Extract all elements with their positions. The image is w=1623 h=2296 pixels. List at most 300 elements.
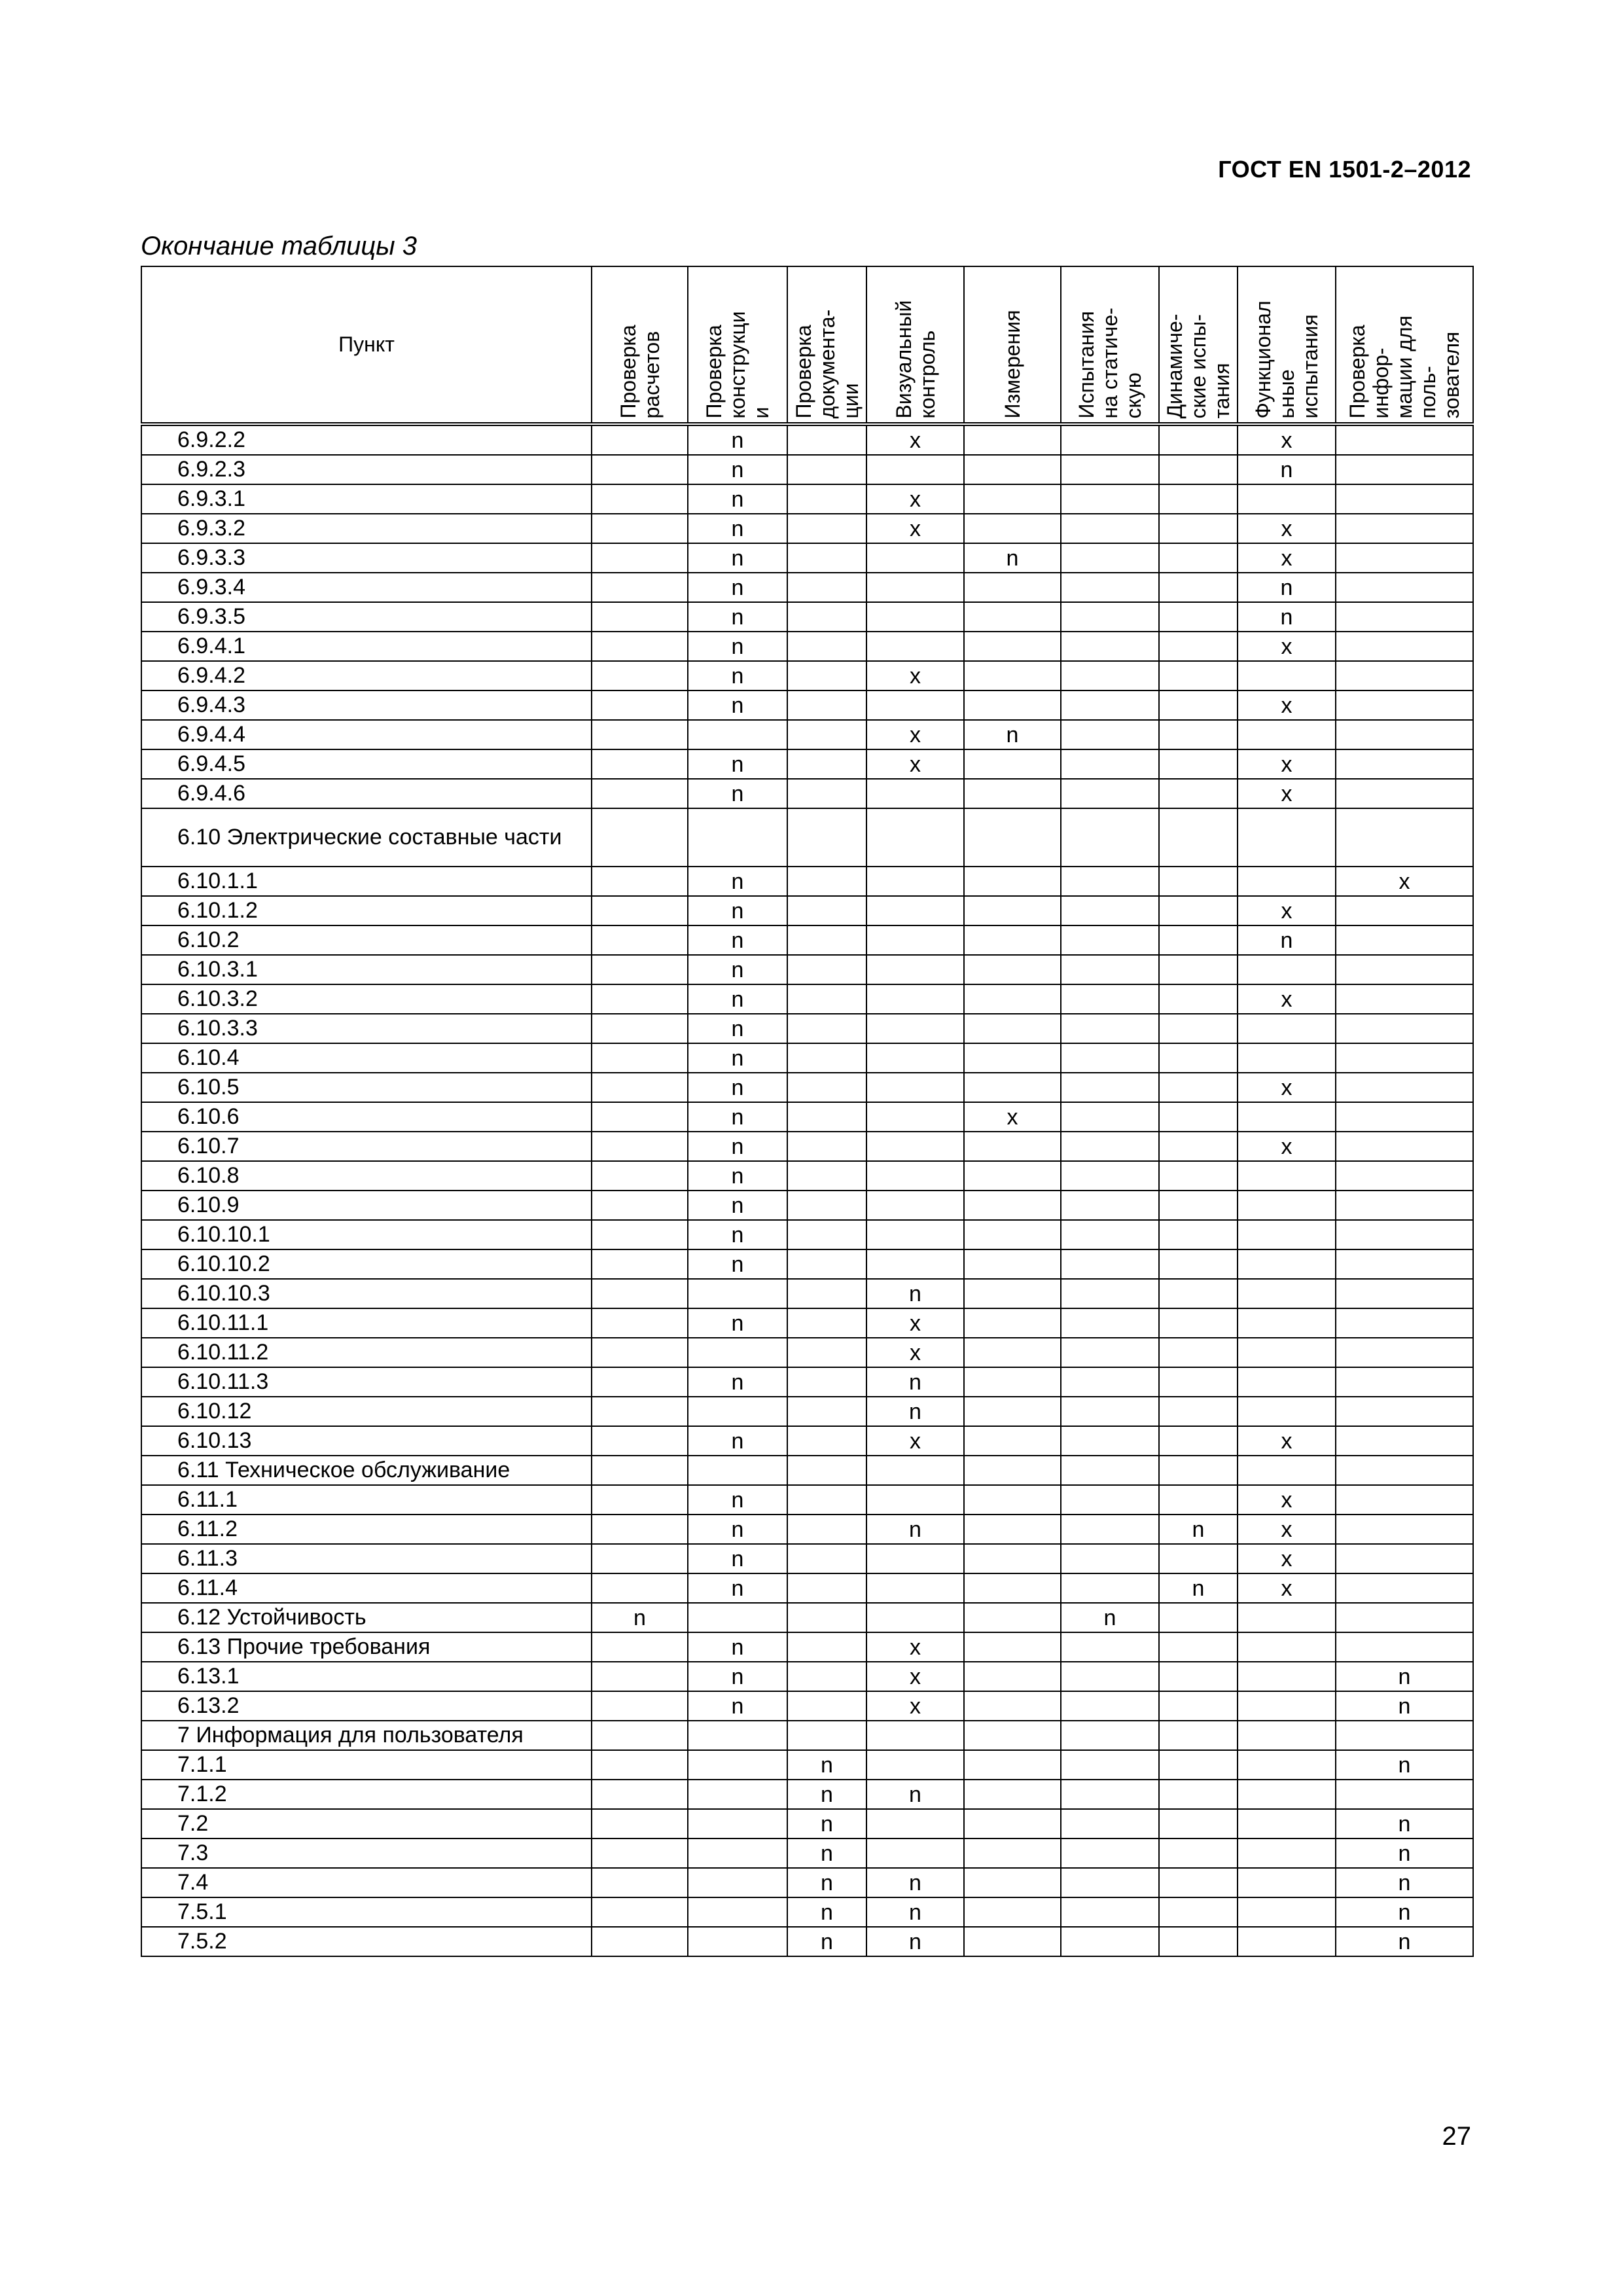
mark-cell [1159,1868,1238,1897]
mark-cell: x [866,1691,964,1721]
mark-cell [964,602,1061,632]
mark-cell [1159,1750,1238,1780]
clause-cell: 6.9.3.2 [141,514,592,543]
mark-cell [1061,1397,1159,1426]
mark-cell [787,1279,866,1308]
mark-cell [964,1426,1061,1456]
mark-cell [1238,1927,1336,1956]
mark-cell: n [787,1780,866,1809]
mark-cell [1336,514,1473,543]
mark-cell [787,1721,866,1750]
mark-cell [592,808,688,867]
mark-cell [964,1456,1061,1485]
mark-cell [964,1043,1061,1073]
clause-cell: 6.10.2 [141,925,592,955]
table-row [141,1338,1473,1367]
clause-cell: 6.10.1.2 [141,896,592,925]
mark-cell [1061,1632,1159,1662]
mark-cell [787,1102,866,1132]
mark-cell [866,1161,964,1191]
table-row [141,1485,1473,1515]
clause-cell: 6.9.4.4 [141,720,592,749]
mark-cell [787,867,866,896]
mark-cell [592,632,688,661]
mark-cell [592,1191,688,1220]
mark-cell: n [688,1191,787,1220]
clause-cell: 6.10.6 [141,1102,592,1132]
mark-cell [592,1691,688,1721]
clause-cell: 6.9.3.3 [141,543,592,573]
mark-cell [1336,632,1473,661]
mark-cell [1061,1544,1159,1573]
mark-cell [1336,984,1473,1014]
mark-cell [592,925,688,955]
mark-cell [1159,1780,1238,1809]
mark-cell [964,514,1061,543]
mark-cell: n [688,424,787,455]
mark-cell [1238,1367,1336,1397]
mark-cell [866,779,964,808]
mark-cell: n [1238,925,1336,955]
mark-cell: x [866,1426,964,1456]
mark-cell [1159,1279,1238,1308]
mark-cell: n [1336,1691,1473,1721]
mark-cell [688,1750,787,1780]
mark-cell [787,1691,866,1721]
mark-cell [592,984,688,1014]
mark-cell [1061,749,1159,779]
mark-cell [1061,424,1159,455]
mark-cell [866,632,964,661]
mark-cell [964,1662,1061,1691]
mark-cell [964,1073,1061,1102]
table-row [141,1426,1473,1456]
clause-cell: 6.11.2 [141,1515,592,1544]
mark-cell [964,1573,1061,1603]
mark-cell [1336,661,1473,691]
mark-cell: n [866,1927,964,1956]
mark-cell: x [1238,424,1336,455]
mark-cell [1336,1721,1473,1750]
mark-cell [787,661,866,691]
mark-cell [688,1897,787,1927]
mark-cell [787,1544,866,1573]
mark-cell [1061,1014,1159,1043]
mark-cell: n [688,984,787,1014]
mark-cell [964,1780,1061,1809]
table-row [141,543,1473,573]
mark-cell [1336,691,1473,720]
mark-cell [1238,955,1336,984]
mark-cell [1159,1043,1238,1073]
mark-cell [1336,808,1473,867]
mark-cell [1061,808,1159,867]
mark-cell: n [688,1426,787,1456]
mark-cell [787,424,866,455]
mark-cell [1061,1662,1159,1691]
mark-cell [592,1161,688,1191]
mark-cell [1061,1897,1159,1927]
mark-cell [866,1721,964,1750]
mark-cell: n [688,1662,787,1691]
mark-cell [1159,484,1238,514]
mark-cell [1238,1750,1336,1780]
mark-cell [1336,1102,1473,1132]
mark-cell [1238,1809,1336,1839]
mark-cell: n [688,602,787,632]
mark-cell: x [866,720,964,749]
mark-cell: n [688,779,787,808]
mark-cell [592,1456,688,1485]
clause-cell: 6.10.10.1 [141,1220,592,1249]
mark-cell [1336,602,1473,632]
mark-cell: x [1238,1515,1336,1544]
mark-cell: n [688,484,787,514]
mark-cell [1061,955,1159,984]
mark-cell: n [688,1043,787,1073]
mark-cell [1336,455,1473,484]
mark-cell [1238,1161,1336,1191]
clause-cell: 6.10.10.3 [141,1279,592,1308]
mark-cell [1061,1456,1159,1485]
mark-cell [787,691,866,720]
mark-cell [688,1456,787,1485]
table-row [141,1249,1473,1279]
clause-cell: 6.9.2.2 [141,424,592,455]
mark-cell [1061,514,1159,543]
mark-cell [1336,1338,1473,1367]
mark-cell [787,984,866,1014]
mark-cell: n [592,1603,688,1632]
table-row [141,896,1473,925]
mark-cell [866,984,964,1014]
clause-cell: 6.10.10.2 [141,1249,592,1279]
column-header-label: Динамиче- ские испы- тания [1163,313,1234,418]
mark-cell [1336,1426,1473,1456]
mark-cell [1336,1603,1473,1632]
mark-cell: x [1238,632,1336,661]
mark-cell [1336,1632,1473,1662]
mark-cell [787,514,866,543]
mark-cell [592,691,688,720]
mark-cell: x [866,1338,964,1367]
mark-cell [964,1161,1061,1191]
mark-cell [787,1662,866,1691]
table-row [141,1750,1473,1780]
clause-cell: 6.9.4.6 [141,779,592,808]
verification-table [141,266,1474,1957]
mark-cell [1061,1573,1159,1603]
mark-cell: n [1336,1868,1473,1897]
column-header-8 [1238,266,1336,424]
clause-cell: 6.10.7 [141,1132,592,1161]
clause-cell: 7.1.2 [141,1780,592,1809]
mark-cell [964,1603,1061,1632]
table-row [141,1220,1473,1249]
mark-cell [592,1308,688,1338]
mark-cell [1238,1191,1336,1220]
mark-cell [1238,1780,1336,1809]
mark-cell [1159,1927,1238,1956]
table-row [141,779,1473,808]
mark-cell [1238,1014,1336,1043]
mark-cell [688,1721,787,1750]
mark-cell [1336,1456,1473,1485]
mark-cell: n [1238,573,1336,602]
mark-cell: x [866,661,964,691]
mark-cell [1061,1691,1159,1721]
mark-cell [1159,1603,1238,1632]
column-header-label: Функционал ьные испытания [1251,300,1322,418]
mark-cell [787,1426,866,1456]
table-row [141,720,1473,749]
mark-cell [1238,808,1336,867]
mark-cell [1238,867,1336,896]
mark-cell [1159,1249,1238,1279]
table-row [141,455,1473,484]
mark-cell [964,691,1061,720]
mark-cell [1336,1132,1473,1161]
mark-cell [1159,1132,1238,1161]
mark-cell [1061,1750,1159,1780]
table-row [141,424,1473,455]
column-header-label: Проверка инфор- мации для поль- зователя [1346,315,1463,418]
mark-cell [1238,1839,1336,1868]
table-row [141,573,1473,602]
mark-cell [1061,1839,1159,1868]
mark-cell [1336,1249,1473,1279]
mark-cell [1159,691,1238,720]
mark-cell [866,1191,964,1220]
mark-cell: x [1238,779,1336,808]
mark-cell [1159,1897,1238,1927]
mark-cell [1061,1721,1159,1750]
mark-cell [964,896,1061,925]
mark-cell: n [787,1750,866,1780]
mark-cell [592,1750,688,1780]
mark-cell [1336,543,1473,573]
mark-cell [688,1809,787,1839]
clause-cell: 6.13.2 [141,1691,592,1721]
mark-cell [787,1367,866,1397]
mark-cell [592,1338,688,1367]
clause-cell: 7.5.1 [141,1897,592,1927]
mark-cell [1159,1544,1238,1573]
mark-cell [1159,1102,1238,1132]
mark-cell [1061,484,1159,514]
mark-cell [787,632,866,661]
mark-cell [1336,1014,1473,1043]
table-row [141,955,1473,984]
mark-cell [592,1544,688,1573]
mark-cell [787,1632,866,1662]
mark-cell: n [688,1308,787,1338]
mark-cell: x [1238,1426,1336,1456]
mark-cell [964,1544,1061,1573]
mark-cell [1336,1279,1473,1308]
mark-cell: n [787,1927,866,1956]
mark-cell: n [866,1367,964,1397]
mark-cell [1061,984,1159,1014]
mark-cell [787,1603,866,1632]
clause-cell: 6.9.4.5 [141,749,592,779]
mark-cell [866,602,964,632]
mark-cell [592,1662,688,1691]
mark-cell [1159,1456,1238,1485]
mark-cell [787,1308,866,1338]
mark-cell [1159,1662,1238,1691]
table-row [141,1662,1473,1691]
mark-cell [964,1308,1061,1338]
clause-cell: 6.10.11.1 [141,1308,592,1338]
mark-cell [866,543,964,573]
column-header-4 [866,266,964,424]
mark-cell [1159,1338,1238,1367]
mark-cell [1238,1043,1336,1073]
column-header-9 [1336,266,1473,424]
mark-cell [964,808,1061,867]
table-row [141,1809,1473,1839]
table-row [141,1161,1473,1191]
mark-cell [964,1367,1061,1397]
mark-cell: x [1238,1573,1336,1603]
mark-cell: n [688,661,787,691]
clause-cell: 7.4 [141,1868,592,1897]
mark-cell: n [688,955,787,984]
mark-cell [787,1456,866,1485]
table-row [141,925,1473,955]
column-header-6 [1061,266,1159,424]
mark-cell [866,1249,964,1279]
mark-cell [1238,1897,1336,1927]
mark-cell [592,1632,688,1662]
mark-cell [592,955,688,984]
mark-cell [787,602,866,632]
table-row [141,1721,1473,1750]
mark-cell [964,632,1061,661]
mark-cell [1159,602,1238,632]
mark-cell [964,1721,1061,1750]
mark-cell [787,1014,866,1043]
mark-cell [688,1603,787,1632]
mark-cell [1159,720,1238,749]
mark-cell [1159,1691,1238,1721]
column-header-label: Испытания на статиче- скую [1075,307,1145,418]
mark-cell [964,1191,1061,1220]
mark-cell [592,1485,688,1515]
table-row [141,661,1473,691]
mark-cell [1061,1043,1159,1073]
mark-cell [1336,424,1473,455]
mark-cell [592,749,688,779]
mark-cell: n [1336,1927,1473,1956]
mark-cell [1061,720,1159,749]
mark-cell [1061,1279,1159,1308]
mark-cell [688,1780,787,1809]
mark-cell: n [688,1249,787,1279]
mark-cell [592,1780,688,1809]
mark-cell: n [866,1897,964,1927]
mark-cell [592,1073,688,1102]
clause-cell: 6.9.4.1 [141,632,592,661]
mark-cell [1336,1308,1473,1338]
mark-cell [1238,1868,1336,1897]
mark-cell [1238,484,1336,514]
mark-cell: x [866,484,964,514]
mark-cell [1238,1397,1336,1426]
mark-cell [1336,1780,1473,1809]
table-row [141,1456,1473,1485]
mark-cell [866,1073,964,1102]
mark-cell [1159,984,1238,1014]
mark-cell [787,1073,866,1102]
mark-cell: x [1238,691,1336,720]
mark-cell [866,1544,964,1573]
table-row [141,1043,1473,1073]
mark-cell [964,749,1061,779]
column-header-label: Визуальный контроль [891,300,939,418]
mark-cell: x [1238,1544,1336,1573]
mark-cell: n [787,1897,866,1927]
column-header-5 [964,266,1061,424]
mark-cell [688,808,787,867]
mark-cell [1336,1397,1473,1426]
mark-cell: x [1238,1073,1336,1102]
table-row [141,1868,1473,1897]
mark-cell [787,808,866,867]
mark-cell [1159,955,1238,984]
clause-cell: 6.10.9 [141,1191,592,1220]
mark-cell [592,867,688,896]
mark-cell [1336,1485,1473,1515]
mark-cell: n [866,1868,964,1897]
mark-cell [1336,720,1473,749]
mark-cell [1061,1308,1159,1338]
column-header-label: Проверка конструкци и [702,310,773,418]
mark-cell [866,1043,964,1073]
table-row [141,1780,1473,1809]
mark-cell [592,573,688,602]
mark-cell [1336,1573,1473,1603]
table-row [141,632,1473,661]
mark-cell [1061,1191,1159,1220]
mark-cell: n [787,1809,866,1839]
mark-cell [866,925,964,955]
column-header-2 [688,266,787,424]
mark-cell [1336,1515,1473,1544]
table-row [141,1691,1473,1721]
mark-cell [787,1338,866,1367]
mark-cell [592,1515,688,1544]
mark-cell [866,1456,964,1485]
mark-cell [787,1220,866,1249]
mark-cell [787,1573,866,1603]
mark-cell [964,1338,1061,1367]
mark-cell: x [866,1308,964,1338]
mark-cell [592,1426,688,1456]
mark-cell [1159,543,1238,573]
mark-cell [787,1191,866,1220]
mark-cell [1159,573,1238,602]
mark-cell [787,543,866,573]
mark-cell [1159,925,1238,955]
mark-cell: n [1336,1750,1473,1780]
mark-cell: x [866,424,964,455]
clause-cell: 6.10.11.2 [141,1338,592,1367]
mark-cell [1061,1809,1159,1839]
table-row [141,1397,1473,1426]
mark-cell [1238,661,1336,691]
